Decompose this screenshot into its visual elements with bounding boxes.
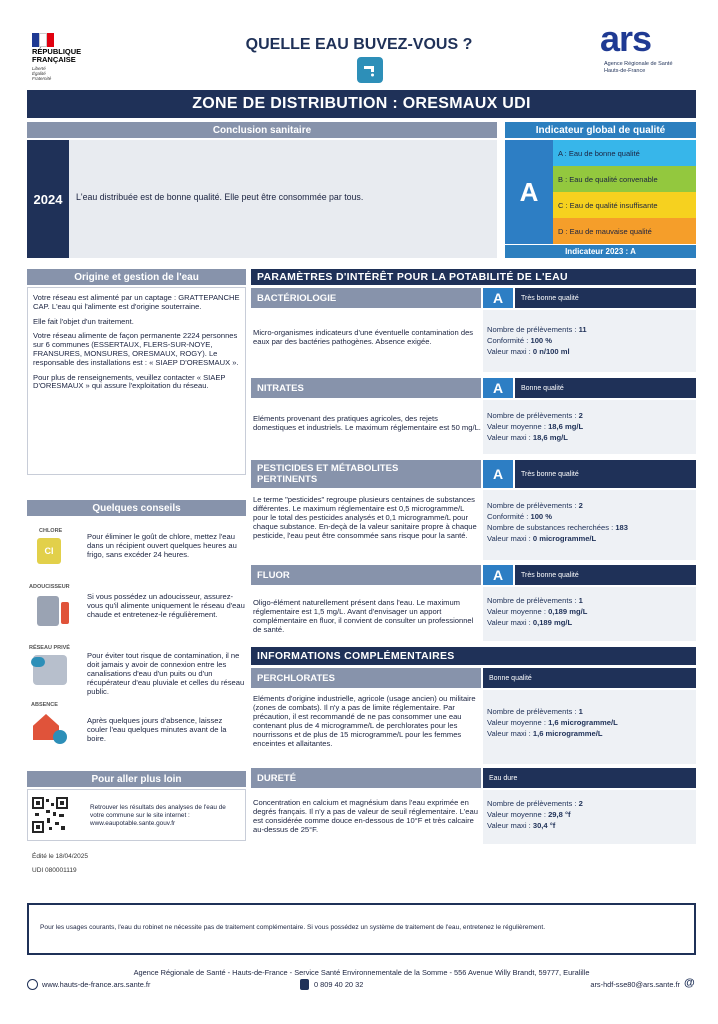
param-grade: A [483,565,513,585]
info-stat [487,820,692,831]
softener-icon [37,596,59,626]
advice-item-chlore [27,522,246,582]
stat-label: Valeur maxi : [487,729,533,738]
advice-item-reseau-prive [27,645,246,700]
qr-code-icon [31,796,69,834]
notice-text: Pour les usages courants, l'eau du robinet ne nécessite pas de traitement complémentaire. Si vous possédez un système de traitement de l'eau, entretenez le régulièrement. [40,924,546,931]
param-quality: Bonne qualité [515,378,696,398]
stat-value: 1 [578,707,583,716]
stat-label: Valeur maxi : [487,347,533,356]
param-pesticides [251,460,696,560]
zone-title: ZONE DE DISTRIBUTION : ORESMAUX UDI [27,90,696,118]
indicator-header: Indicateur global de qualité [505,122,696,138]
stat-label: Valeur maxi : [487,821,533,830]
param-name: NITRATES [251,378,481,398]
stat-value: 100 % [530,336,553,345]
footer-phone-link[interactable]: 0 809 40 20 32 [314,980,364,989]
tap-icon [357,57,383,83]
softener-tank-icon [61,602,69,624]
indicator-grade: A [505,140,553,244]
param-stat [487,421,692,432]
advice-item-adoucisseur [27,582,246,642]
stat-label: Valeur maxi : [487,534,533,543]
stat-value: 2 [578,411,583,420]
params-header: PARAMÈTRES D'INTÉRÊT POUR LA POTABILITÉ DE L'EAU [251,269,696,285]
indicator-previous: Indicateur 2023 : A [505,245,696,258]
origin-paragraph: Votre réseau est alimenté par un captage : GRATTEPANCHE CAP. L'eau qui l'alimente est d'origine souterraine. [33,293,240,311]
ars-sub-line: Hauts-de-France [604,68,646,74]
param-stat [487,595,692,606]
advice-item-absence [27,702,246,758]
stat-label: Valeur moyenne : [487,718,549,727]
info-quality: Eau dure [483,768,696,788]
param-nitrates [251,378,696,454]
stat-label: Valeur maxi : [487,618,533,627]
info-stat [487,798,692,809]
ars-logo: ars [600,18,652,59]
param-grade: A [483,460,513,488]
stat-label: Valeur moyenne : [487,422,549,431]
stat-value: 30,4 °f [532,821,556,830]
advice-text: Après quelques jours d'absence, laissez couler l'eau quelques minutes avant de la boire. [87,716,227,743]
param-grade: A [483,378,513,398]
stat-label: Valeur maxi : [487,433,533,442]
stat-value: 2 [578,799,583,808]
param-stat [487,617,692,628]
conclusion-header: Conclusion sanitaire [27,122,497,138]
param-stat [487,522,692,533]
param-desc: Micro-organismes indicateurs d'une éventuelle contamination des eaux par des bactéries pathogènes. Absence exigée. [253,328,474,346]
further-header: Pour aller plus loin [27,771,246,787]
origin-paragraph: Elle fait l'objet d'un traitement. [33,316,134,326]
indicator-level-c: C : Eau de qualité insuffisante [553,192,696,218]
origin-header: Origine et gestion de l'eau [27,269,246,285]
stat-label: Nombre de prélèvements : [487,325,579,334]
devise-line: Liberté [32,66,46,71]
page-title: QUELLE EAU BUVEZ-VOUS ? [245,36,473,53]
stat-value: 183 [615,523,628,532]
param-name: BACTÉRIOLOGIE [251,288,481,308]
footer-address: Agence Régionale de Santé - Hauts-de-France - Service Santé Environnementale de la Somme - 556 Avenue Willy Brandt, 59777, Euralille [133,968,590,977]
chlore-icon: Cl [37,538,61,564]
ars-sub-line: Agence Régionale de Santé [604,61,673,67]
rain-icon [31,657,45,667]
advice-text: Pour éliminer le goût de chlore, mettez l'eau dans un récipient ouvert quelques heures au frigo, sans excéder 24 heures. [87,532,237,559]
stat-label: Valeur moyenne : [487,607,549,616]
param-stat [487,432,692,443]
stat-value: 0 microgramme/L [532,534,597,543]
stat-label: Nombre de prélèvements : [487,707,579,716]
advice-text: Pour éviter tout risque de contamination, il ne doit jamais y avoir de connexion entre les canalisations d'eau d'un puits ou d'un récupérateur d'eau pluviale et celles du réseau public. [87,651,245,696]
param-stats-panel [483,587,696,641]
devise-line: Fraternité [32,76,52,81]
param-name: PESTICIDES ET MÉTABOLITES PERTINENTS [251,460,481,488]
devise [32,66,51,81]
info-perchlorates [251,668,696,764]
param-stat [487,511,692,522]
stat-label: Conformité : [487,512,531,521]
param-stat [487,500,692,511]
stat-label: Nombre de substances recherchées : [487,523,616,532]
stat-label: Nombre de prélèvements : [487,799,579,808]
info-stats-panel [483,790,696,844]
stat-label: Nombre de prélèvements : [487,501,579,510]
advice-header: Quelques conseils [27,500,246,516]
info-desc: Eléments d'origine industrielle, agricole (usage ancien) ou militaire (zones de combats). Il n'y a pas de limite réglementaire. Par précaution, il est recommandé de ne pas consommer une eau contenant plus de 4 microgramme/L de perchlorates pour les nourrissons et de plus de 15 microgramme/L pour les femmes enceintes et allaitantes. [253,694,476,748]
info-stat [487,706,692,717]
indicator-level-d: D : Eau de mauvaise qualité [553,218,696,244]
stat-value: 100 % [530,512,553,521]
footer-website-link[interactable]: www.hauts-de-france.ars.sante.fr [42,980,151,989]
stat-value: 18,6 mg/L [548,422,584,431]
stat-label: Conformité : [487,336,531,345]
param-grade: A [483,288,513,308]
stat-label: Nombre de prélèvements : [487,596,579,605]
param-quality: Très bonne qualité [515,565,696,585]
param-stats-panel [483,310,696,372]
advice-text: Si vous possédez un adoucisseur, assurez-vous qu'il alimente uniquement le réseau d'eau chaude et entretenez-le régulièrement. [87,592,245,619]
conclusion-year: 2024 [27,140,69,258]
stat-value: 1 [578,596,583,605]
stat-value: 18,6 mg/L [532,433,568,442]
advice-label: ABSENCE [31,702,58,708]
clock-icon [53,730,67,744]
param-quality: Très bonne qualité [515,288,696,308]
phone-icon [300,979,309,990]
globe-icon [27,979,38,990]
info-name: DURETÉ [251,768,481,788]
devise-line: Égalité [32,71,46,76]
republique-label: RÉPUBLIQUE FRANÇAISE [32,47,82,64]
advice-label: RÉSEAU PRIVÉ [29,645,70,651]
info-durete [251,768,696,844]
info-stats-panel [483,690,696,764]
origin-paragraph: Pour plus de renseignements, veuillez contacter « SIAEP D'ORESMAUX » qui assure l'exploitation du réseau. [33,372,226,391]
param-name: FLUOR [251,565,481,585]
marianne-logo [32,33,54,47]
origin-paragraph: Votre réseau alimente de façon permanente 2224 personnes sur 6 communes (ESSERTAUX, FLERS-SUR-NOYE, FRANSURES, MONSURES, ORESMAUX, ROGY). Le responsable des installations est : « SIAEP D'ORESMAUX ». [33,331,239,367]
indicator-level-a: A : Eau de bonne qualité [553,140,696,166]
advice-label: CHLORE [39,528,63,534]
info-quality: Bonne qualité [483,668,696,688]
param-desc: Le terme "pesticides" regroupe plusieurs centaines de substances différentes. Le maximum réglementaire est 0,5 microgramme/L pour le total des pesticides analysés et 0,1 microgramme/L pour chaque substance. En-deçà de la valeur sanitaire propre à chaque pesticide, l'eau peut être consommée sans risque pour la santé. [253,495,477,540]
stat-value: 0,189 mg/L [548,607,588,616]
param-stat [487,346,692,357]
stat-value: 2 [578,501,583,510]
param-stat [487,410,692,421]
stat-value: 29,8 °f [548,810,571,819]
param-desc: Oligo-élément naturellement présent dans l'eau. Le maximum réglementaire est 1,5 mg/L. Avant d'envisager un apport complémentaire en fluor, il convient de consulter un professionnel de santé. [253,598,474,634]
param-stats-panel [483,490,696,560]
stat-label: Nombre de prélèvements : [487,411,579,420]
param-stat [487,324,692,335]
param-quality: Très bonne qualité [515,460,696,488]
conclusion-text: L'eau distribuée est de bonne qualité. Elle peut être consommée par tous. [76,192,364,202]
param-stat [487,533,692,544]
param-stat [487,335,692,346]
info-stat [487,717,692,728]
further-text: Retrouver les résultats des analyses de l'eau de votre commune sur le site internet : www.eaupotable.sante.gouv.fr [90,804,226,827]
param-stat [487,606,692,617]
stat-label: Valeur moyenne : [487,810,549,819]
info-header: INFORMATIONS COMPLÉMENTAIRES [251,647,696,665]
ars-subtitle [604,61,673,75]
info-desc: Concentration en calcium et magnésium dans l'eau exprimée en degrés français. Il n'y a pas de valeur de seuil réglementaire. L'eau est considérée comme douce en-dessous de 10°F et très calcaire au-dessus de 25°F. [253,798,478,834]
param-desc: Eléments provenant des pratiques agricoles, des rejets domestiques et industriels. Le maximum réglementaire est 50 mg/L. [253,414,481,432]
param-fluor [251,565,696,641]
udi-code: UDI 080001119 [32,867,77,874]
stat-value: 0 n/100 ml [532,347,570,356]
advice-label: ADOUCISSEUR [29,584,70,590]
stat-value: 0,189 mg/L [532,618,573,627]
origin-body [27,287,246,475]
stat-value: 1,6 microgramme/L [548,718,618,727]
at-icon: @ [684,977,695,989]
info-stat [487,809,692,820]
param-bacteriologie [251,288,696,372]
edited-date: Édité le 18/04/2025 [32,853,89,860]
param-stats-panel [483,400,696,454]
info-stat [487,728,692,739]
indicator-level-b: B : Eau de qualité convenable [553,166,696,192]
stat-value: 1,6 microgramme/L [532,729,603,738]
stat-value: 11 [578,325,587,334]
info-name: PERCHLORATES [251,668,481,688]
footer-email-link[interactable]: ars-hdf-sse80@ars.sante.fr [590,980,680,989]
